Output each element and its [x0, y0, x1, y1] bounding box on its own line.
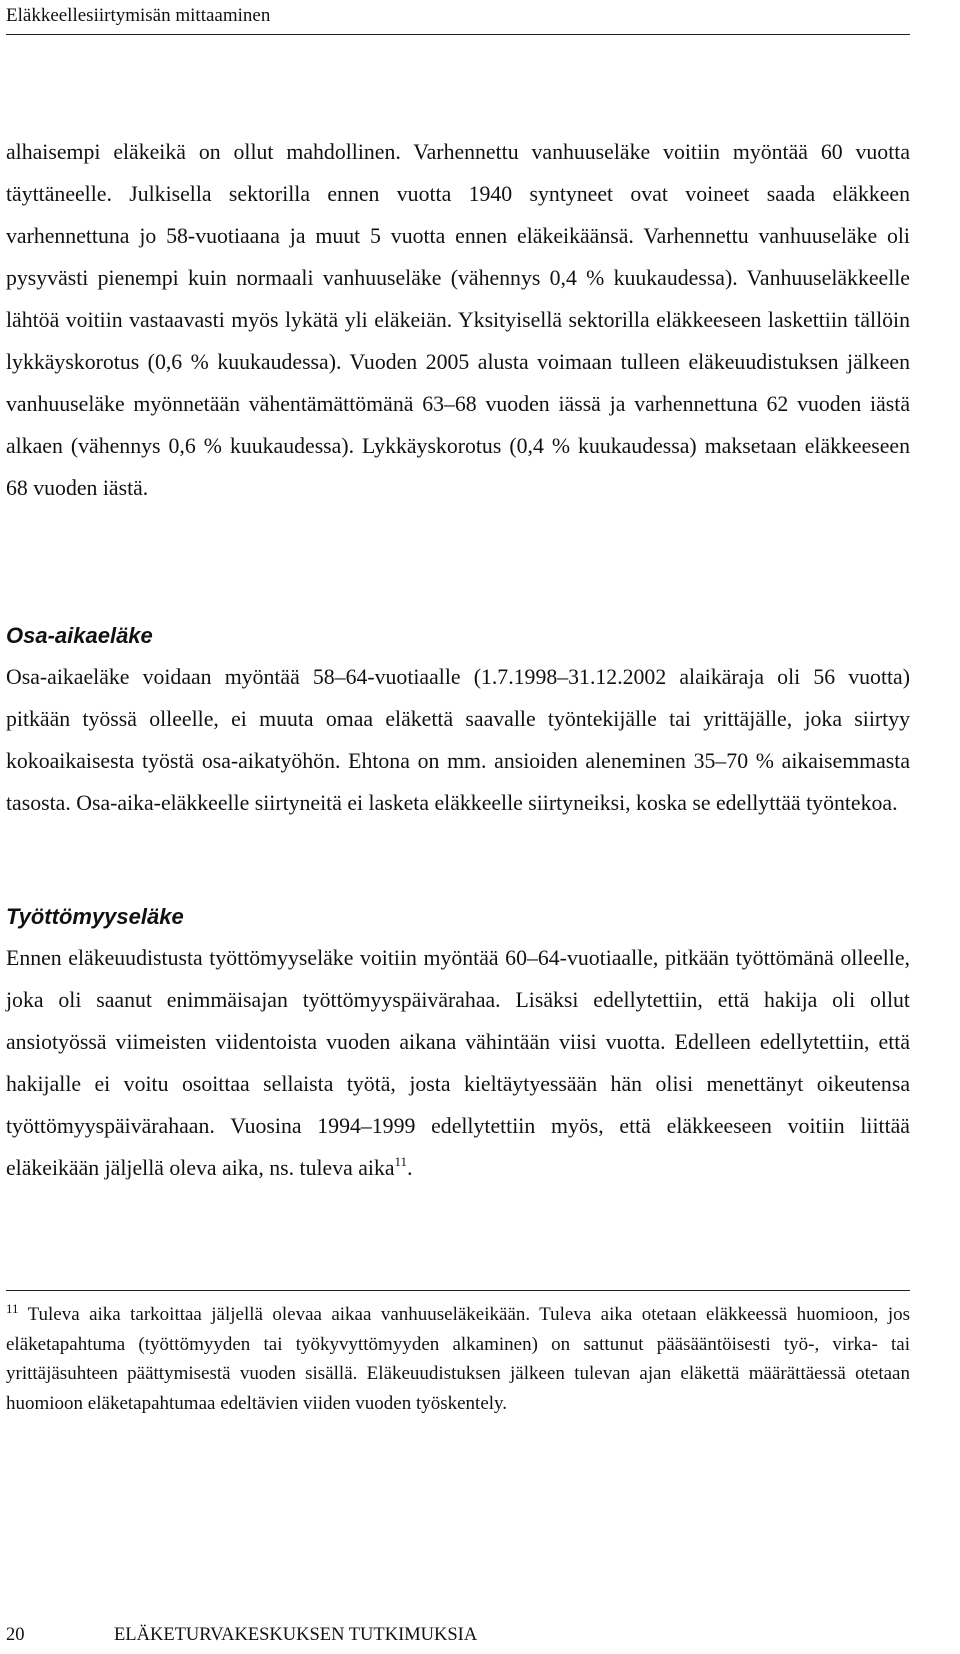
paragraph-unemployment-text: Ennen eläkeuudistusta työttömyyseläke voitiin myöntää 60–64-vuotiaalle, pitkään työttömänä olleelle, joka oli saanut enimmäisajan työttömyyspäivärahaa. Lisäksi edellytettiin, että hakija oli ollut ansiotyössä viimeisten viidentoista vuoden aikana vähintään viisi vuotta. Edelleen edellytettiin, että hakijalle ei voitu osoittaa sellaista työtä, josta kieltäytyessään hän olisi menettänyt oikeutensa työttömyyspäivärahaan. Vuosina 1994–1999 edellytettiin myös, että eläkkeeseen voitiin liittää eläkeikään jäljellä oleva aika, ns. tuleva aika [6, 946, 910, 1180]
footnote-text: Tuleva aika tarkoittaa jäljellä olevaa aikaa vanhuuseläkeikään. Tuleva aika otetaan eläkkeessä huomioon, jos eläketapahtuma (työttömyyden tai työkyvyttömyyden alkaminen) on sattunut pääsääntöisesti työ-, virka- tai yrittäjäsuhteen päättymisestä vuoden sisällä. Eläkeuudistuksen jälkeen tulevan ajan eläkettä määrättäessä otetaan huomioon eläketapahtumaa edeltävien viiden vuoden työskentely. [6, 1304, 910, 1414]
page-number: 20 [6, 1625, 25, 1645]
paragraph-part-time-pension: Osa-aikaeläke voidaan myöntää 58–64-vuotiaalle (1.7.1998–31.12.2002 alaikäraja oli 56 vuotta) pitkään työssä olleelle, ei muuta omaa eläkettä saavalle työntekijälle tai yrittäjälle, joka siirtyy kokoaikaisesta työstä osa-aikatyöhön. Ehtona on mm. ansioiden aleneminen 35–70 % aikaisemmasta tasosta. Osa-aika-eläkkeelle siirtyneitä ei lasketa eläkkeelle siirtyneiksi, koska se edellyttää työntekoa. [6, 665, 910, 815]
footnote-reference: 11 [394, 1154, 408, 1169]
footnote [6, 1300, 910, 1418]
footnote-divider [6, 1290, 910, 1291]
paragraph-retirement-age: alhaisempi eläkeikä on ollut mahdollinen. Varhennettu vanhuuseläke voitiin myöntää 60 vuotta täyttäneelle. Julkisella sektorilla ennen vuotta 1940 syntyneet ovat voineet saada eläkkeen varhennettuna jo 58-vuotiaana ja muut 5 vuotta ennen eläkeikäänsä. Varhennettu vanhuuseläke oli pysyvästi pienempi kuin normaali vanhuuseläke (vähennys 0,4 % kuukaudessa). Vanhuuseläkkeelle lähtöä voitiin vastaavasti myös lykätä yli eläkeiän. Yksityisellä sektorilla eläkkeeseen laskettiin tällöin lykkäyskorotus (0,6 % kuukaudessa). Vuoden 2005 alusta voimaan tulleen eläkeuudistuksen jälkeen vanhuuseläke myönnetään vähentämättömänä 63–68 vuoden iässä ja varhennettuna 62 vuoden iästä alkaen (vähennys 0,6 % kuukaudessa). Lykkäyskorotus (0,4 % kuukaudessa) maksetaan eläkkeeseen 68 vuoden iästä. [6, 140, 910, 500]
heading-part-time-pension: Osa-aikaeläke [6, 623, 153, 648]
footnote-marker: 11 [6, 1301, 19, 1316]
series-title: ELÄKETURVAKESKUKSEN TUTKIMUKSIA [114, 1625, 478, 1645]
heading-unemployment-pension: Työttömyyseläke [6, 904, 184, 929]
header-divider [6, 34, 910, 35]
paragraph-unemployment-pension [6, 937, 910, 1189]
page-footer [6, 1623, 477, 1647]
running-header: Eläkkeellesiirtymisän mittaaminen [6, 5, 271, 26]
paragraph-unemployment-end: . [407, 1156, 413, 1180]
